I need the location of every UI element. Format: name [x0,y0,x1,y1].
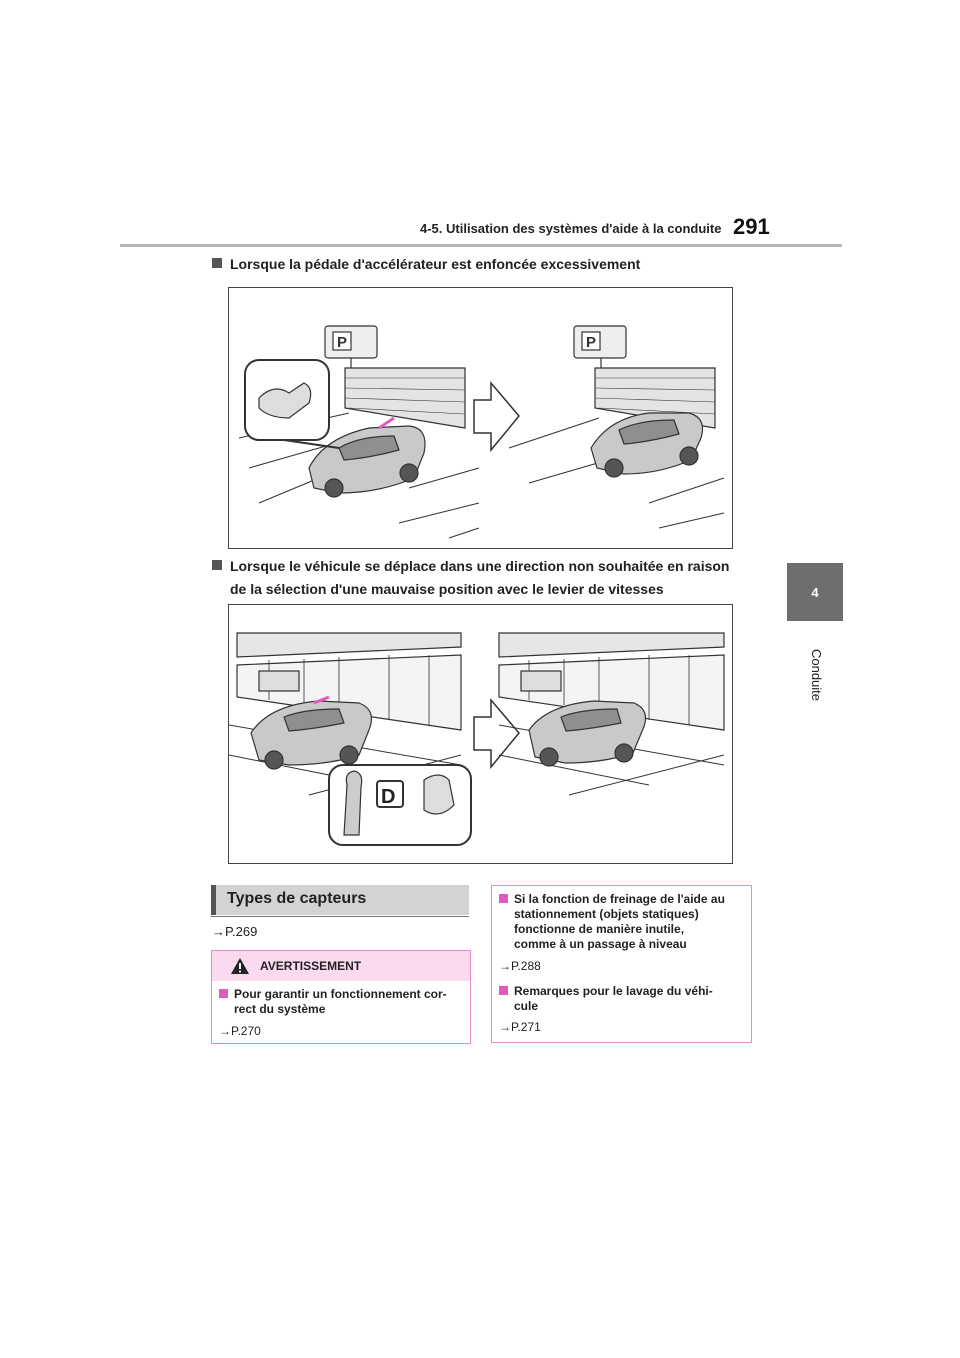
figure-gear-selection [228,604,733,864]
svg-text:P: P [337,334,348,351]
warning-item-ref: →P.270 [219,1024,261,1038]
chapter-label-wrap [806,630,826,720]
sensor-types-title-bar [211,885,469,915]
sensor-types-rule [211,916,469,917]
chapter-label: Conduite [809,648,824,702]
page-number: 291 [733,214,770,239]
chapter-number: 4 [811,584,819,600]
section1-heading: Lorsque la pédale d'accélérateur est enfoncée excessivement [212,253,640,276]
warning-triangle-icon [230,957,250,975]
header-rule [120,244,842,247]
accelerator-illustration [229,288,732,548]
info-box [491,885,752,1043]
running-header: 4-5. Utilisation des systèmes d'aide à la conduite [420,221,722,236]
warning-box [211,950,471,1044]
warning-item: Pour garantir un fonctionnement cor- rect du système [219,987,447,1017]
section2-heading: Lorsque le véhicule se déplace dans une direction non souhaitée en raison de la sélection d'une mauvaise position avec le levier de vitesses [212,555,729,601]
info-item-2-ref: →P.271 [499,1020,541,1034]
warning-header [212,951,470,981]
figure-accelerator [228,287,733,549]
sensor-types-title: Types de capteurs [227,890,367,907]
svg-text:P: P [586,334,597,351]
info-item-1-ref: →P.288 [499,959,541,973]
info-item-2: Remarques pour le lavage du véhi- cule [499,984,713,1014]
pink-bullet-icon [219,989,228,998]
pink-bullet-icon [499,986,508,995]
heading-bullet-icon [212,258,222,268]
warning-label: AVERTISSEMENT [260,959,362,973]
sensor-types-ref: →P.269 [212,924,258,939]
gear-letter: D [381,786,396,808]
chapter-tab [787,563,843,621]
title-accent [211,885,216,915]
heading-bullet-icon [212,560,222,570]
gear-illustration [229,605,732,863]
pink-bullet-icon [499,894,508,903]
info-item-1: Si la fonction de freinage de l'aide au stationnement (objets statiques) fonctionne de manière inutile, comme à un passage à niveau [499,892,725,952]
